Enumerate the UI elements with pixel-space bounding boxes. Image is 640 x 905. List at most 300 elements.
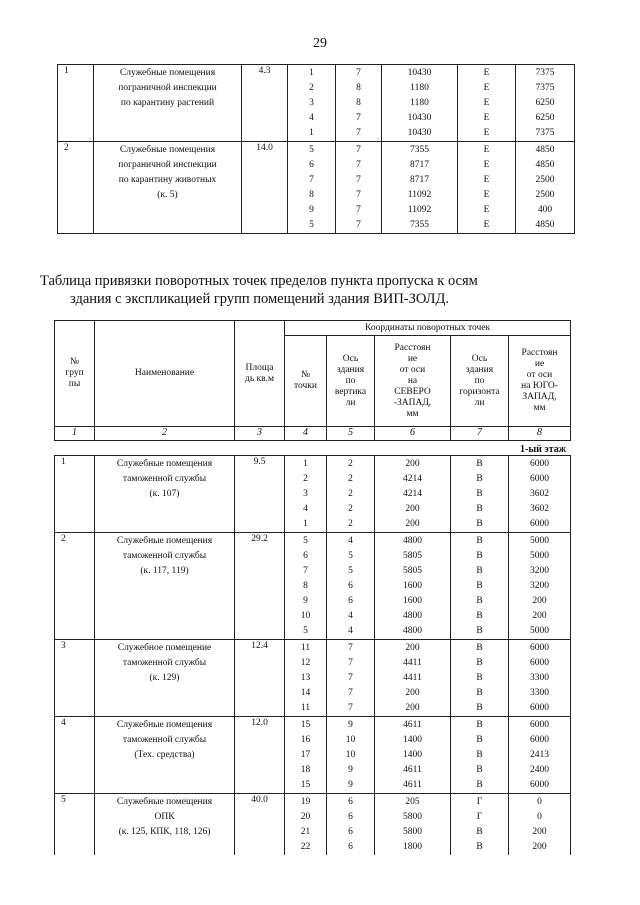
cell-value: 7 bbox=[356, 175, 361, 185]
group-name-line: пограничной инспекции bbox=[118, 83, 217, 93]
cell-value: 6250 bbox=[535, 113, 555, 123]
cell-value: 3300 bbox=[530, 673, 549, 683]
cell-value: 6000 bbox=[530, 658, 549, 668]
cell-value: 2 bbox=[348, 519, 353, 529]
group-name-line: пограничной инспекции bbox=[118, 160, 217, 170]
cell-value: 6000 bbox=[530, 780, 549, 790]
column-number: 4 bbox=[285, 427, 327, 441]
header-line: ие bbox=[534, 359, 545, 369]
header-group-no bbox=[55, 321, 95, 427]
group-name-line: таможенной службы bbox=[122, 735, 207, 745]
group-name bbox=[95, 456, 235, 533]
group-name-line: Служебные помещения bbox=[116, 720, 213, 730]
cell-value: 5 bbox=[309, 220, 314, 230]
cell-value: 0 bbox=[537, 797, 542, 807]
cell-value: 4 bbox=[348, 626, 353, 636]
cell-value: 20 bbox=[300, 812, 311, 822]
cell-value: 14 bbox=[300, 688, 311, 698]
cell-value: B bbox=[476, 566, 483, 576]
header-dist-northwest bbox=[375, 336, 451, 427]
cell-value: B bbox=[476, 842, 483, 852]
cell-value: 200 bbox=[405, 703, 420, 713]
cell-value: 200 bbox=[405, 459, 420, 469]
header-line: от оси bbox=[526, 370, 553, 380]
cell-value: 2413 bbox=[530, 750, 549, 760]
group-name-line: ОПК bbox=[154, 812, 175, 822]
cell-value: 4611 bbox=[403, 765, 422, 775]
cell-value: E bbox=[483, 83, 490, 93]
cell-value: E bbox=[483, 68, 490, 78]
cell-value: 1600 bbox=[403, 581, 422, 591]
header-line: ли bbox=[474, 397, 485, 408]
cell-value: 8 bbox=[303, 581, 308, 591]
cell-value: 7 bbox=[303, 566, 308, 576]
value-column bbox=[336, 65, 382, 142]
cell-value: 4 bbox=[348, 611, 353, 621]
group-row bbox=[55, 456, 571, 533]
header-line: № bbox=[300, 370, 311, 380]
cell-value: 11092 bbox=[407, 190, 432, 200]
cell-value: E bbox=[483, 145, 490, 155]
cell-value: 6 bbox=[348, 812, 353, 822]
cell-value: 200 bbox=[532, 827, 547, 837]
cell-value: 6000 bbox=[530, 720, 549, 730]
cell-value: 7 bbox=[348, 703, 353, 713]
column-number: 7 bbox=[451, 427, 509, 441]
header-point-no bbox=[285, 336, 327, 427]
header-line: вертика bbox=[334, 386, 367, 397]
cell-value: 6000 bbox=[530, 474, 549, 484]
table-2 bbox=[54, 320, 571, 441]
cell-value: 7 bbox=[348, 688, 353, 698]
header-line: Расстоян bbox=[394, 342, 431, 353]
header-line: -ЗАПАД, bbox=[393, 397, 432, 408]
group-area: 9.5 bbox=[235, 456, 285, 533]
cell-value: 2 bbox=[309, 83, 314, 93]
group-number: 4 bbox=[55, 717, 95, 794]
column-number: 8 bbox=[509, 427, 571, 441]
value-column bbox=[509, 640, 571, 717]
table-2-body bbox=[54, 455, 571, 855]
cell-value: 3300 bbox=[530, 688, 549, 698]
cell-value: 5 bbox=[303, 536, 308, 546]
cell-value: E bbox=[483, 205, 490, 215]
cell-value: 4850 bbox=[535, 145, 555, 155]
floor-label: 1-ый этаж bbox=[520, 444, 567, 455]
cell-value: 200 bbox=[405, 643, 420, 653]
group-number: 1 bbox=[55, 456, 95, 533]
cell-value: 10430 bbox=[407, 128, 432, 138]
header-dist-southwest bbox=[509, 336, 571, 427]
cell-value: 9 bbox=[309, 205, 314, 215]
cell-value: 10 bbox=[345, 750, 356, 760]
cell-value: B bbox=[476, 703, 483, 713]
cell-value: 7 bbox=[309, 175, 314, 185]
cell-value: E bbox=[483, 113, 490, 123]
table-1 bbox=[57, 64, 575, 234]
cell-value: 7 bbox=[356, 190, 361, 200]
value-column bbox=[451, 456, 509, 533]
cell-value: 7355 bbox=[410, 145, 429, 155]
header-line: ие bbox=[407, 353, 418, 364]
cell-value: 10430 bbox=[407, 113, 432, 123]
cell-value: 5 bbox=[303, 626, 308, 636]
header-line: мм bbox=[406, 408, 419, 419]
value-column bbox=[509, 456, 571, 533]
cell-value: 6000 bbox=[530, 643, 549, 653]
cell-value: 6250 bbox=[535, 98, 555, 108]
group-row bbox=[55, 717, 571, 794]
header-line: ли bbox=[345, 397, 356, 408]
table-caption bbox=[40, 272, 620, 308]
cell-value: 6000 bbox=[530, 703, 549, 713]
caption-line-1: Таблица привязки поворотных точек пределов пункта пропуска к осям bbox=[40, 273, 478, 289]
group-area: 14.0 bbox=[242, 142, 288, 234]
cell-value: 200 bbox=[405, 519, 420, 529]
value-column bbox=[509, 794, 571, 856]
value-column bbox=[288, 65, 336, 142]
cell-value: 5805 bbox=[403, 551, 422, 561]
cell-value: 9 bbox=[348, 720, 353, 730]
cell-value: 9 bbox=[348, 765, 353, 775]
cell-value: 5 bbox=[348, 566, 353, 576]
value-column bbox=[375, 533, 451, 640]
cell-value: 3602 bbox=[530, 504, 549, 514]
group-row bbox=[58, 142, 575, 234]
group-name bbox=[95, 533, 235, 640]
cell-value: B bbox=[476, 765, 483, 775]
cell-value: 7375 bbox=[535, 68, 555, 78]
group-name bbox=[95, 794, 235, 856]
cell-value: 19 bbox=[300, 797, 311, 807]
value-column bbox=[285, 717, 327, 794]
header-line: Площа bbox=[245, 362, 274, 373]
cell-value: B bbox=[476, 720, 483, 730]
value-column bbox=[458, 142, 516, 234]
value-column bbox=[516, 65, 575, 142]
cell-value: 4411 bbox=[403, 658, 422, 668]
value-column bbox=[285, 640, 327, 717]
value-column bbox=[451, 794, 509, 856]
cell-value: 1400 bbox=[403, 735, 422, 745]
header-line: от оси bbox=[399, 364, 426, 375]
cell-value: 7 bbox=[348, 643, 353, 653]
cell-value: B bbox=[476, 474, 483, 484]
caption-line-2: здания с экспликацией групп помещений здания ВИП-ЗОЛД. bbox=[70, 291, 450, 307]
cell-value: 6000 bbox=[530, 459, 549, 469]
cell-value: 5000 bbox=[530, 536, 549, 546]
group-number: 5 bbox=[55, 794, 95, 856]
cell-value: 4214 bbox=[403, 489, 422, 499]
cell-value: 2 bbox=[348, 459, 353, 469]
cell-value: 2400 bbox=[530, 765, 549, 775]
header-area bbox=[235, 321, 285, 427]
cell-value: 1 bbox=[309, 128, 314, 138]
value-column bbox=[327, 456, 375, 533]
cell-value: 2 bbox=[348, 474, 353, 484]
cell-value: 5805 bbox=[403, 566, 422, 576]
cell-value: E bbox=[483, 160, 490, 170]
column-number: 3 bbox=[235, 427, 285, 441]
cell-value: 2 bbox=[348, 504, 353, 514]
value-column bbox=[509, 717, 571, 794]
header-row-1 bbox=[55, 321, 571, 336]
value-column bbox=[327, 717, 375, 794]
header-line: СЕВЕРО bbox=[394, 386, 431, 397]
page-number: 29 bbox=[313, 36, 327, 51]
header-line: Расстоян bbox=[521, 348, 558, 358]
cell-value: 4800 bbox=[403, 626, 422, 636]
cell-value: 2 bbox=[348, 489, 353, 499]
cell-value: 7 bbox=[348, 673, 353, 683]
group-name bbox=[94, 142, 242, 234]
header-line: на bbox=[407, 375, 418, 386]
cell-value: 4 bbox=[309, 113, 314, 123]
value-column bbox=[451, 640, 509, 717]
cell-value: Г bbox=[476, 797, 483, 807]
cell-value: 6 bbox=[309, 160, 314, 170]
group-row bbox=[58, 65, 575, 142]
cell-value: Г bbox=[476, 812, 483, 822]
header-line: на ЮГО- bbox=[521, 381, 558, 391]
cell-value: 7 bbox=[356, 220, 361, 230]
cell-value: B bbox=[476, 673, 483, 683]
cell-value: 6 bbox=[303, 551, 308, 561]
group-name-line: по карантину растений bbox=[120, 98, 215, 108]
header-coords: Координаты поворотных точек bbox=[285, 321, 571, 336]
group-name-line: (к. 5) bbox=[157, 190, 178, 200]
cell-value: 4214 bbox=[403, 474, 422, 484]
cell-value: B bbox=[476, 596, 483, 606]
group-name-line: Служебные помещения bbox=[116, 536, 213, 546]
cell-value: 8 bbox=[356, 98, 361, 108]
cell-value: 4611 bbox=[403, 780, 422, 790]
group-area: 4.3 bbox=[242, 65, 288, 142]
header-line: Ось bbox=[471, 353, 488, 364]
group-name bbox=[95, 717, 235, 794]
group-name-line: по карантину животных bbox=[118, 175, 217, 185]
value-column bbox=[327, 794, 375, 856]
cell-value: 400 bbox=[537, 205, 553, 215]
value-column bbox=[285, 794, 327, 856]
cell-value: 1180 bbox=[410, 98, 429, 108]
column-number: 2 bbox=[95, 427, 235, 441]
cell-value: 200 bbox=[405, 504, 420, 514]
group-area: 29.2 bbox=[235, 533, 285, 640]
group-name-line: (к. 129) bbox=[149, 673, 180, 683]
cell-value: B bbox=[476, 551, 483, 561]
header-line: № bbox=[69, 357, 80, 367]
group-name-line: (Тех. средства) bbox=[134, 750, 195, 760]
value-column bbox=[458, 65, 516, 142]
cell-value: 8717 bbox=[410, 175, 429, 185]
header-axis-horizontal bbox=[451, 336, 509, 427]
cell-value: 7375 bbox=[535, 83, 555, 93]
cell-value: 7 bbox=[356, 113, 361, 123]
cell-value: 22 bbox=[300, 842, 311, 852]
cell-value: 7 bbox=[356, 128, 361, 138]
cell-value: 10 bbox=[300, 611, 311, 621]
cell-value: B bbox=[476, 459, 483, 469]
cell-value: 6000 bbox=[530, 519, 549, 529]
group-name-line: Служебные помещения bbox=[119, 68, 216, 78]
value-column bbox=[375, 717, 451, 794]
group-name bbox=[94, 65, 242, 142]
group-area: 40.0 bbox=[235, 794, 285, 856]
cell-value: 5000 bbox=[530, 626, 549, 636]
cell-value: 5800 bbox=[403, 812, 422, 822]
cell-value: 205 bbox=[405, 797, 420, 807]
group-number: 2 bbox=[58, 142, 94, 234]
header-line: по bbox=[474, 375, 485, 386]
value-column bbox=[509, 533, 571, 640]
cell-value: 16 bbox=[300, 735, 311, 745]
cell-value: E bbox=[483, 175, 490, 185]
cell-value: 3200 bbox=[530, 566, 549, 576]
cell-value: 4 bbox=[303, 504, 308, 514]
value-column bbox=[327, 533, 375, 640]
value-column bbox=[451, 533, 509, 640]
cell-value: E bbox=[483, 128, 490, 138]
group-name-line: (к. 117, 119) bbox=[140, 566, 189, 576]
cell-value: E bbox=[483, 98, 490, 108]
cell-value: 6 bbox=[348, 581, 353, 591]
value-column bbox=[375, 794, 451, 856]
cell-value: 200 bbox=[405, 688, 420, 698]
cell-value: 200 bbox=[532, 611, 547, 621]
cell-value: B bbox=[476, 611, 483, 621]
cell-value: 0 bbox=[537, 812, 542, 822]
cell-value: B bbox=[476, 827, 483, 837]
cell-value: 9 bbox=[348, 780, 353, 790]
cell-value: 1 bbox=[303, 519, 308, 529]
header-line: здания bbox=[336, 364, 365, 375]
value-column bbox=[451, 717, 509, 794]
cell-value: 7375 bbox=[535, 128, 555, 138]
value-column bbox=[516, 142, 575, 234]
cell-value: 4800 bbox=[403, 611, 422, 621]
cell-value: 11092 bbox=[407, 205, 432, 215]
column-number: 1 bbox=[55, 427, 95, 441]
cell-value: 200 bbox=[532, 596, 547, 606]
value-column bbox=[375, 640, 451, 717]
group-row bbox=[55, 640, 571, 717]
cell-value: 3602 bbox=[530, 489, 549, 499]
group-area: 12.0 bbox=[235, 717, 285, 794]
column-number-row bbox=[55, 427, 571, 441]
cell-value: 15 bbox=[300, 720, 311, 730]
cell-value: 2 bbox=[303, 474, 308, 484]
group-name-line: Служебные помещения bbox=[116, 459, 213, 469]
cell-value: B bbox=[476, 536, 483, 546]
cell-value: B bbox=[476, 658, 483, 668]
header-line: горизонта bbox=[459, 386, 500, 397]
group-name-line: таможенной службы bbox=[122, 658, 207, 668]
cell-value: 1400 bbox=[403, 750, 422, 760]
cell-value: 3200 bbox=[530, 581, 549, 591]
cell-value: 4411 bbox=[403, 673, 422, 683]
cell-value: B bbox=[476, 735, 483, 745]
cell-value: 13 bbox=[300, 673, 311, 683]
cell-value: 2500 bbox=[535, 175, 555, 185]
group-number: 2 bbox=[55, 533, 95, 640]
cell-value: 5 bbox=[348, 551, 353, 561]
cell-value: B bbox=[476, 581, 483, 591]
value-column bbox=[382, 65, 458, 142]
header-line: здания bbox=[465, 364, 494, 375]
group-row bbox=[55, 794, 571, 856]
cell-value: 12 bbox=[300, 658, 311, 668]
cell-value: 6 bbox=[348, 797, 353, 807]
cell-value: 5000 bbox=[530, 551, 549, 561]
cell-value: 15 bbox=[300, 780, 311, 790]
cell-value: 4 bbox=[348, 536, 353, 546]
cell-value: 7 bbox=[356, 160, 361, 170]
cell-value: 6000 bbox=[530, 735, 549, 745]
cell-value: 1 bbox=[303, 459, 308, 469]
cell-value: 8717 bbox=[410, 160, 429, 170]
cell-value: 6 bbox=[348, 596, 353, 606]
cell-value: 7 bbox=[356, 205, 361, 215]
group-name-line: Служебные помещения bbox=[116, 797, 213, 807]
cell-value: 8 bbox=[356, 83, 361, 93]
cell-value: 5 bbox=[309, 145, 314, 155]
cell-value: 21 bbox=[300, 827, 311, 837]
cell-value: 5800 bbox=[403, 827, 422, 837]
cell-value: 2500 bbox=[535, 190, 555, 200]
cell-value: 1800 bbox=[403, 842, 422, 852]
header-line: груп bbox=[65, 368, 84, 378]
cell-value: 8 bbox=[309, 190, 314, 200]
cell-value: 6 bbox=[348, 842, 353, 852]
cell-value: 1 bbox=[309, 68, 314, 78]
cell-value: 3 bbox=[303, 489, 308, 499]
cell-value: 10430 bbox=[407, 68, 432, 78]
cell-value: 4850 bbox=[535, 220, 555, 230]
cell-value: 1180 bbox=[410, 83, 429, 93]
cell-value: 6 bbox=[348, 827, 353, 837]
cell-value: B bbox=[476, 504, 483, 514]
cell-value: B bbox=[476, 780, 483, 790]
cell-value: 10 bbox=[345, 735, 356, 745]
cell-value: 4850 bbox=[535, 160, 555, 170]
header-axis-vertical bbox=[327, 336, 375, 427]
group-name-line: (к. 125, КПК, 118, 126) bbox=[118, 827, 211, 837]
group-name-line: таможенной службы bbox=[122, 551, 207, 561]
cell-value: B bbox=[476, 489, 483, 499]
group-row bbox=[55, 533, 571, 640]
cell-value: 17 bbox=[300, 750, 311, 760]
header-line: ЗАПАД, bbox=[522, 392, 557, 402]
header-line: точки bbox=[293, 381, 317, 391]
value-column bbox=[285, 533, 327, 640]
header-line: Ось bbox=[342, 353, 359, 364]
cell-value: 4800 bbox=[403, 536, 422, 546]
value-column bbox=[375, 456, 451, 533]
value-column bbox=[336, 142, 382, 234]
value-column bbox=[288, 142, 336, 234]
cell-value: E bbox=[483, 220, 490, 230]
header-line: пы bbox=[68, 379, 81, 389]
cell-value: 200 bbox=[532, 842, 547, 852]
cell-value: B bbox=[476, 750, 483, 760]
value-column bbox=[327, 640, 375, 717]
cell-value: 7 bbox=[356, 68, 361, 78]
cell-value: 18 bbox=[300, 765, 311, 775]
cell-value: 7355 bbox=[410, 220, 429, 230]
cell-value: B bbox=[476, 643, 483, 653]
cell-value: E bbox=[483, 190, 490, 200]
